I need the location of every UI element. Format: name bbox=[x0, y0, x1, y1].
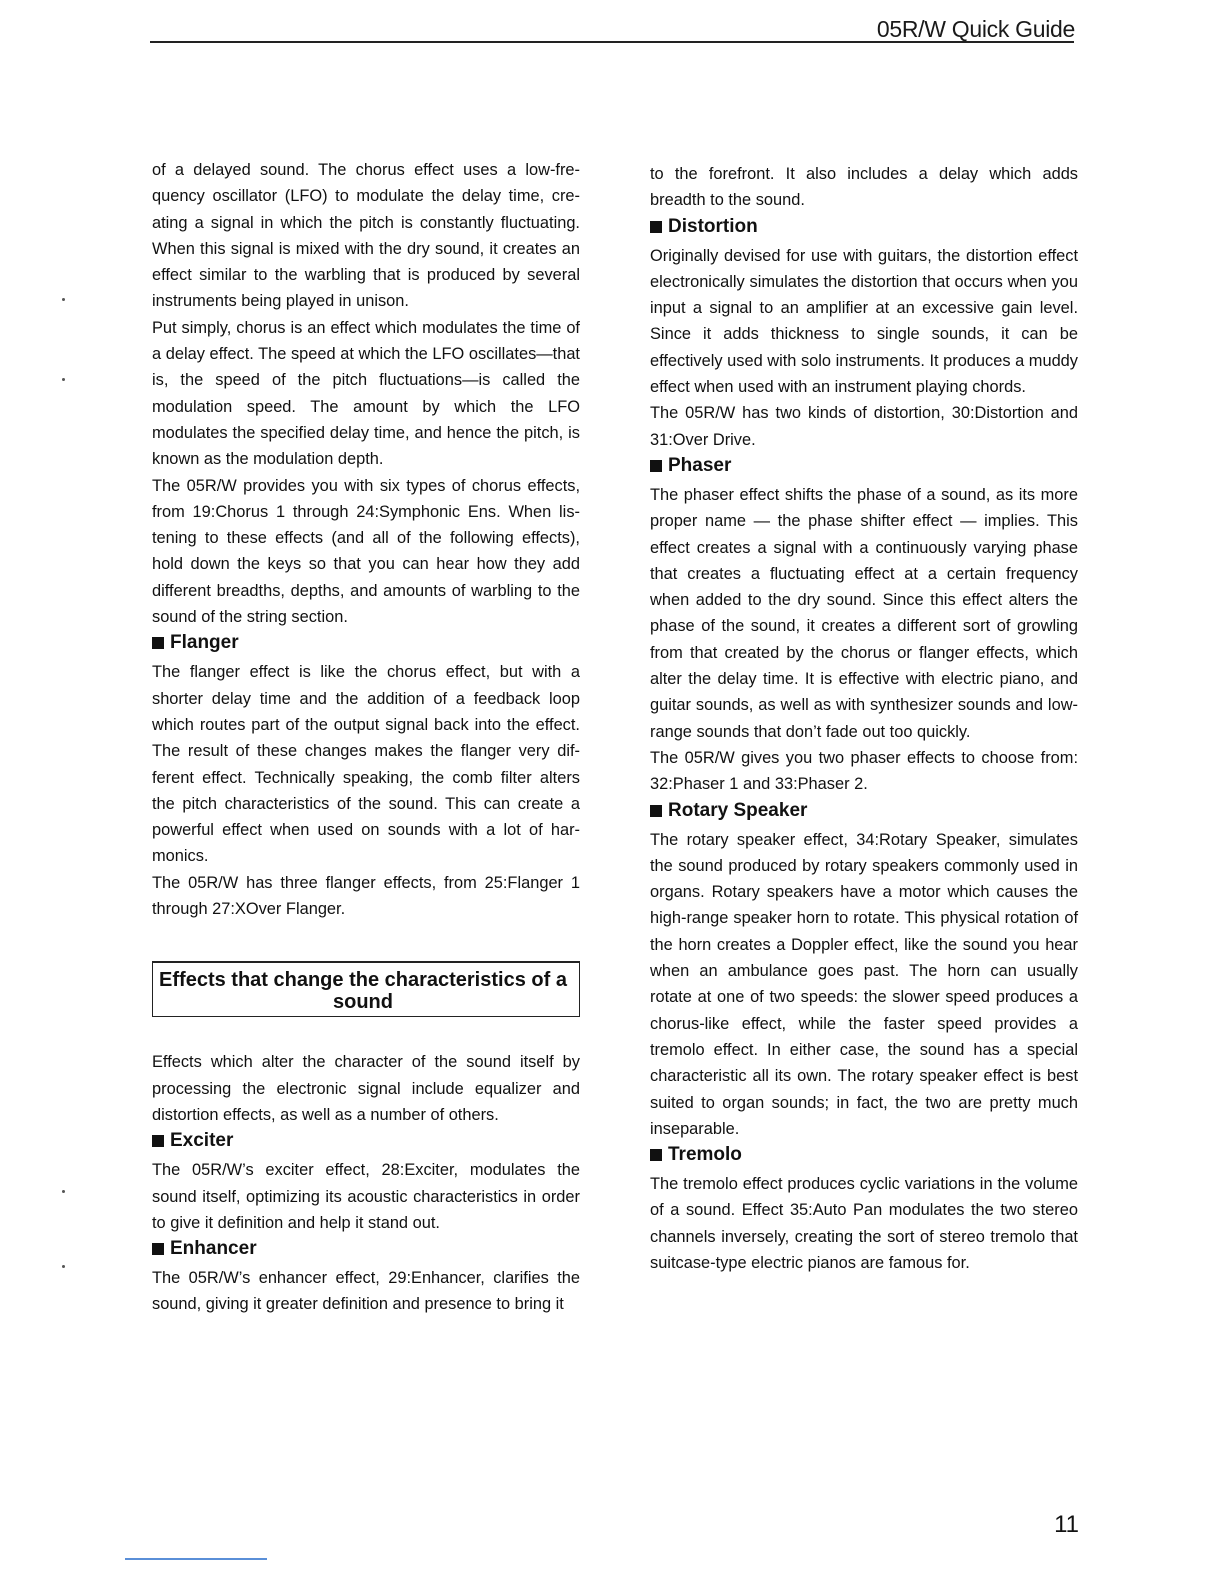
page-header-title: 05R/W Quick Guide bbox=[876, 16, 1075, 42]
chorus-paragraph-3: The 05R/W provides you with six types of chorus effects, from 19:Chorus 1 through 24:Symphonic Ens. When listening to these effects (and all of the following effects), hold down the keys so that you can hear how they add different breadths, depths, and amounts of warbling to the sound of the string section. bbox=[152, 476, 580, 627]
right-column bbox=[650, 161, 1078, 1276]
rotary-speaker-heading-text: Rotary Speaker bbox=[668, 799, 808, 821]
distortion-paragraph-1: Originally devised for use with guitars, the distortion effect electronically simulates the distortion that occurs when you input a signal to an amplifier at an excessive gain level. Since it adds thickness to single sounds, it can be effectively used with solo instruments. It produces a muddy effect when used with an instrument playing chords. bbox=[650, 246, 1078, 397]
tremolo-heading bbox=[650, 1142, 1078, 1168]
exciter-heading-text: Exciter bbox=[170, 1130, 234, 1152]
distortion-heading-text: Distortion bbox=[668, 215, 758, 237]
exciter-paragraph: The 05R/W’s exciter effect, 28:Exciter, modulates the sound itself, optimizing its acoustic characteristics in order to give it definition and help it stand out. bbox=[152, 1161, 580, 1232]
scan-speck bbox=[62, 378, 65, 381]
square-bullet-icon bbox=[650, 805, 662, 817]
section-title: Effects that change the characteristics of a sound bbox=[159, 969, 567, 1014]
square-bullet-icon bbox=[152, 1243, 164, 1255]
rotary-speaker-heading bbox=[650, 798, 1078, 824]
square-bullet-icon bbox=[152, 1135, 164, 1147]
square-bullet-icon bbox=[650, 460, 662, 472]
enhancer-continued-paragraph: to the forefront. It also includes a delay which adds breadth to the sound. bbox=[650, 165, 1078, 210]
page-number: 11 bbox=[1054, 1511, 1079, 1538]
tremolo-paragraph: The tremolo effect produces cyclic variations in the volume of a sound. Effect 35:Auto Pan modulates the two stereo channels inversely, creating the sort of stereo tremolo that suitcase-type electric pianos are famous for. bbox=[650, 1175, 1078, 1272]
square-bullet-icon bbox=[650, 221, 662, 233]
flanger-paragraph-1: The flanger effect is like the chorus effect, but with a shorter delay time and the addition of a feedback loop which routes part of the output signal back into the effect. The result of these changes makes the flanger very different effect. Technically speaking, the comb filter alters the pitch characteristics of the sound. This can create a powerful effect when used on sounds with a lot of harmonics. bbox=[152, 663, 580, 866]
enhancer-heading bbox=[152, 1236, 580, 1262]
rotary-speaker-paragraph: The rotary speaker effect, 34:Rotary Speaker, simulates the sound produced by rotary speakers commonly used in organs. Rotary speakers have a motor which causes the high-range speaker horn to rotate. This physical rotation of the horn creates a Doppler effect, like the sound you hear when an ambulance goes past. The horn can usually rotate at one of two speeds: the slower speed produces a chorus-like effect, while the faster speed provides a tremolo effect. In either case, the sound has a special characteristic all its own. The rotary speaker effect is best suited to organ sounds; in fact, the two are pretty much inseparable. bbox=[650, 830, 1078, 1138]
enhancer-heading-text: Enhancer bbox=[170, 1238, 257, 1260]
tremolo-heading-text: Tremolo bbox=[668, 1144, 742, 1166]
phaser-heading bbox=[650, 453, 1078, 479]
scan-speck bbox=[62, 1265, 65, 1268]
footer-link-underline bbox=[125, 1558, 267, 1560]
enhancer-paragraph: The 05R/W’s enhancer effect, 29:Enhancer, clarifies the sound, giving it greater definition and presence to bring it bbox=[152, 1269, 580, 1314]
scan-speck bbox=[62, 1190, 65, 1193]
exciter-heading bbox=[152, 1128, 580, 1154]
phaser-heading-text: Phaser bbox=[668, 454, 732, 476]
flanger-heading-text: Flanger bbox=[170, 632, 239, 654]
flanger-paragraph-2: The 05R/W has three flanger effects, from 25:Flanger 1 through 27:XOver Flanger. bbox=[152, 873, 580, 919]
phaser-paragraph-2: The 05R/W gives you two phaser effects to choose from: 32:Phaser 1 and 33:Phaser 2. bbox=[650, 748, 1078, 794]
left-column bbox=[152, 157, 580, 1318]
square-bullet-icon bbox=[650, 1149, 662, 1161]
section-intro-paragraph: Effects which alter the character of the sound itself by processing the electronic signal include equalizer and distortion effects, as well as a number of others. bbox=[152, 1053, 580, 1124]
flanger-heading bbox=[152, 630, 580, 656]
square-bullet-icon bbox=[152, 637, 164, 649]
chorus-paragraph-2: Put simply, chorus is an effect which modulates the time of a delay effect. The speed at which the LFO oscillates—that is, the speed of the pitch fluctuations—is called the modulation speed. The amount by which the LFO modulates the specified delay time, and hence the pitch, is known as the modulation depth. bbox=[152, 318, 580, 469]
distortion-paragraph-2: The 05R/W has two kinds of distortion, 30:Distortion and 31:Over Drive. bbox=[650, 404, 1078, 449]
scan-speck bbox=[62, 298, 65, 301]
section-title-box bbox=[152, 961, 580, 1017]
distortion-heading bbox=[650, 214, 1078, 240]
phaser-paragraph-1: The phaser effect shifts the phase of a sound, as its more proper name — the phase shifter effect — implies. This effect creates a signal with a continuously varying phase that creates a fluctuating effect at a certain frequency when added to the dry sound. Since this effect alters the phase of the sound, it creates a different sort of growling from that created by the chorus or flanger effects, which alter the delay time. It is effective with electric piano, and guitar sounds, as well as with synthesizer sounds and low-range sounds that don’t fade out too quickly. bbox=[650, 485, 1078, 741]
chorus-paragraph-1: of a delayed sound. The chorus effect uses a low-frequency oscillator (LFO) to modulate the delay time, creating a signal in which the pitch is constantly fluctuating. When this signal is mixed with the dry sound, it creates an effect similar to the warbling that is produced by several instruments being played in unison. bbox=[152, 161, 580, 311]
